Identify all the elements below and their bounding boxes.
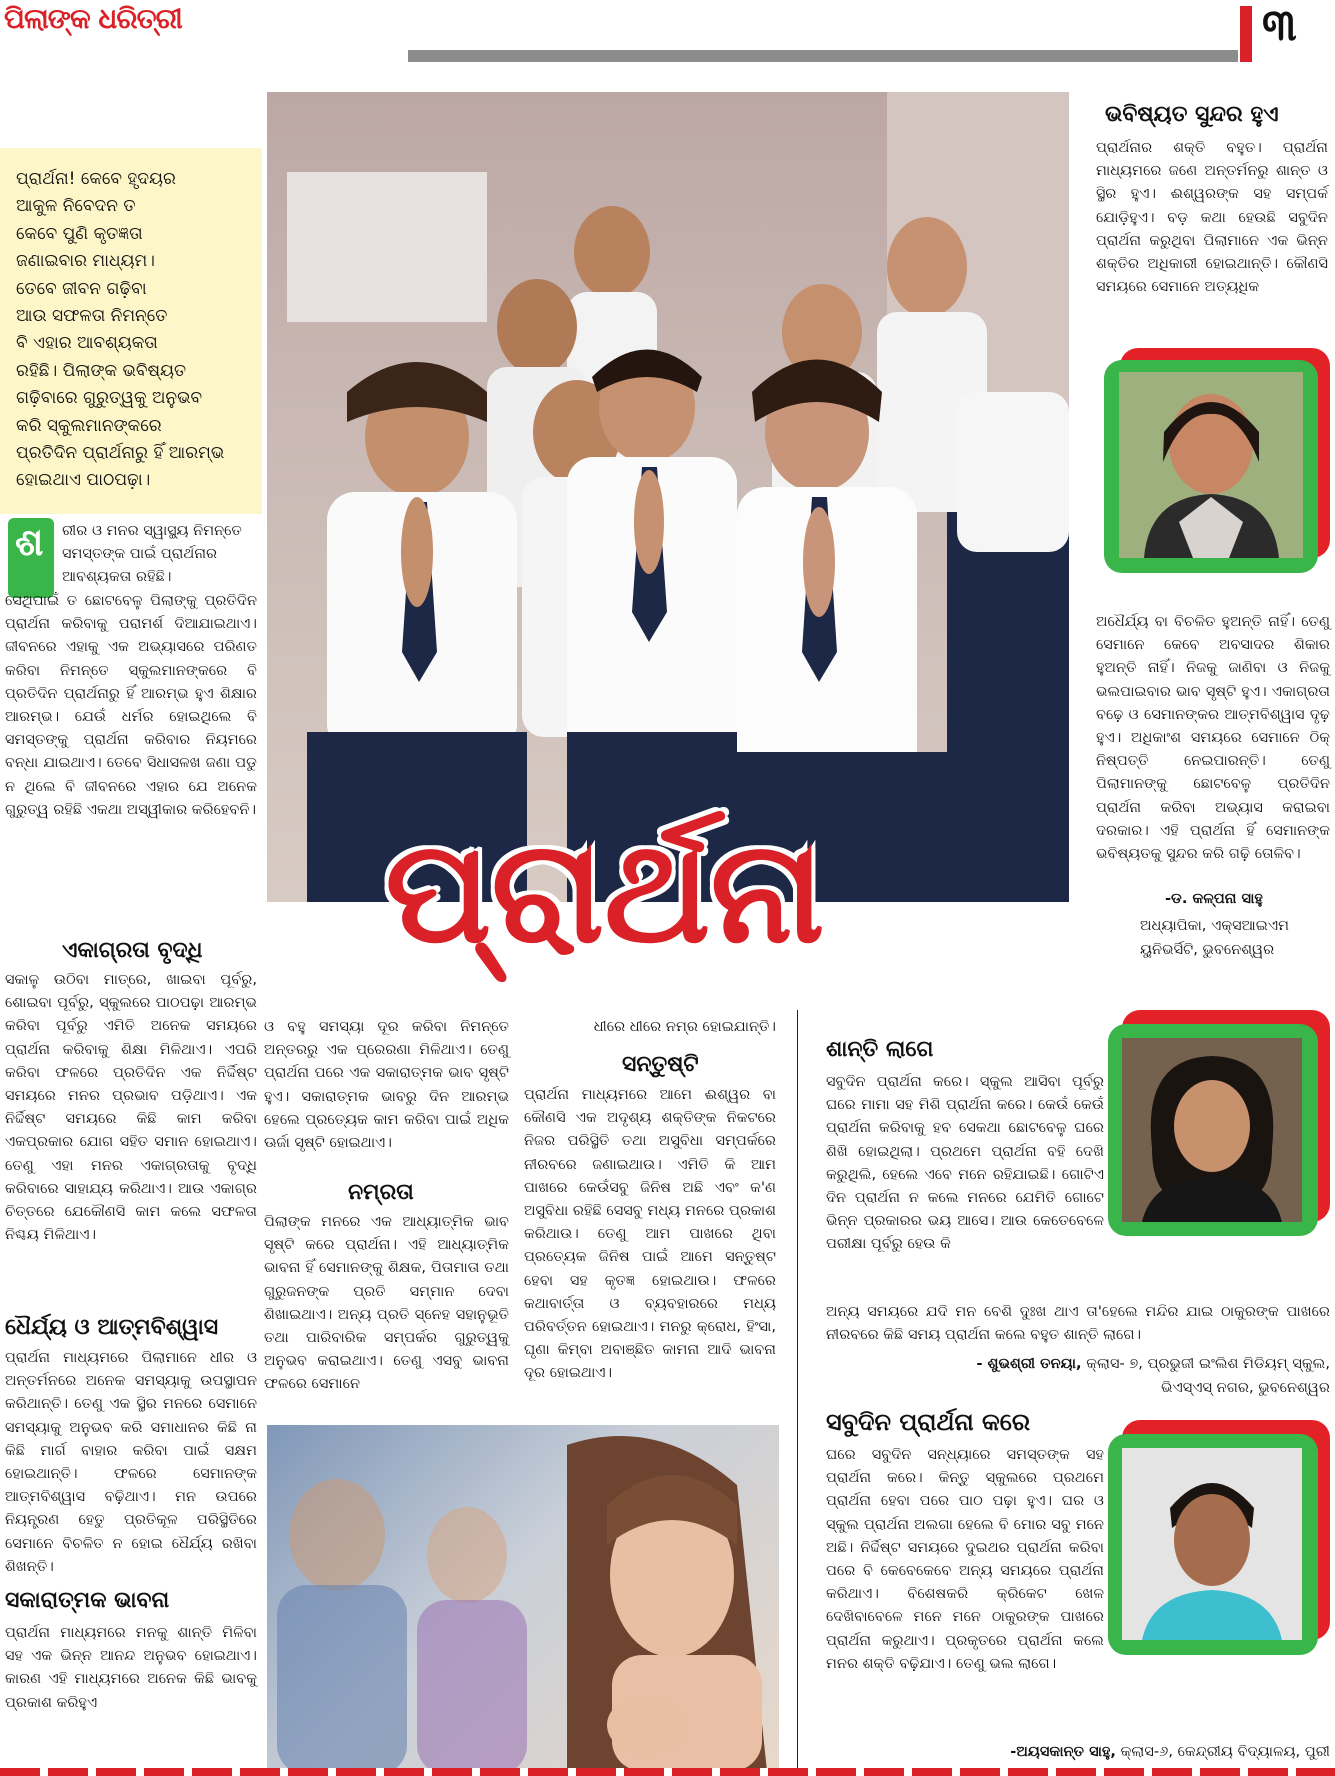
section-text-contentment: ପ୍ରାର୍ଥନା ମାଧ୍ୟମରେ ଆମେ ଈଶ୍ୱର ବା କୌଣସି ଏକ ଅଦୃଶ୍ୟ ଶକ୍ତିଙ୍କ ନିକଟରେ ନିଜର ପରିସ୍ଥିତି ତଥା ଅସୁବିଧା ସମ୍ପର୍କରେ ନୀରବରେ ଜଣାଇଥାଉ। ଏମିତି କି ଆମ ପାଖରେ କେଉଁସବୁ ଜିନିଷ ଅଛି ଏବଂ କ'ଣ ଅସୁବିଧା ରହିଛି ସେସବୁ ମଧ୍ୟ ମନରେ ପ୍ରକାଶ କରିଥାଉ। ତେଣୁ ଆମ ପାଖରେ ଥିବା ପ୍ରତ୍ୟେକ ଜିନିଷ ପାଇଁ ଆମେ ସନ୍ତୁଷ୍ଟ ହେବା ସହ କୃତଜ୍ଞ ହୋଇଥାଉ। ଫଳରେ କଥାବାର୍ତ୍ତା ଓ ବ୍ୟବହାରରେ ମଧ୍ୟ ପରିବର୍ତ୍ତନ ହୋଇଥାଏ। ମନରୁ କ୍ରୋଧ, ହିଂସା, ଘୃଣା କିମ୍ବା ଅବାଞ୍ଛିତ କାମନା ଆଦି ଭାବନା ଦୂର ହୋଇଥାଏ। (524, 1086, 776, 1382)
section-text-concentration: ସକାଳୁ ଉଠିବା ମାତ୍ରେ, ଖାଇବା ପୂର୍ବରୁ, ଶୋଇବା ପୂର୍ବରୁ, ସ୍କୁଲରେ ପାଠପଢ଼ା ଆରମ୍ଭ କରିବା ପୂର୍ବରୁ ଏମିତି ଅନେକ ସମୟରେ ପ୍ରାର୍ଥନା କରିବାକୁ ଶିକ୍ଷା ମିଳିଥାଏ। ଏପରି କରିବା ଫଳରେ ପ୍ରତିଦିନ ଏକ ନିର୍ଦ୍ଦିଷ୍ଟ ସମୟରେ ମନର ପ୍ରଭାବ ପଡ଼ିଥାଏ। ଏକ ନିର୍ଦ୍ଦିଷ୍ଟ ସମୟରେ କିଛି କାମ କରିବା ଏକପ୍ରକାର ଯୋଗ ସହିତ ସମାନ ହୋଇଥାଏ। ତେଣୁ ଏହା ମନର ଏକାଗ୍ରତାକୁ ବୃଦ୍ଧି କରିବାରେ ସାହାଯ୍ୟ କରିଥାଏ। ଆଉ ଏକାଗ୍ର ଚିତ୍ତରେ ଯେକୌଣସି କାମ କଲେ ସଫଳତା ନିଶ୍ଚୟ ମିଳିଥାଏ। (5, 971, 257, 1244)
sidebar1-institution: ୟୁନିଭର୍ସିଟି, ଭୁବନେଶ୍ୱର (1140, 941, 1275, 958)
sidebar1-heading: ଭବିଷ୍ୟତ ସୁନ୍ଦର ହୁଏ (1105, 102, 1279, 127)
sidebar1-text-top: ପ୍ରାର୍ଥନାର ଶକ୍ତି ବହୁତ। ପ୍ରାର୍ଥନା ମାଧ୍ୟମରେ ଜଣେ ଅନ୍ତର୍ମନରୁ ଶାନ୍ତ ଓ ସ୍ଥିର ହୁଏ। ଈଶ୍ୱରଙ୍କ ସହ ସମ୍ପର୍କ ଯୋଡ଼ିହୁଏ। ବଡ଼ କଥା ହେଉଛି ସବୁଦିନ ପ୍ରାର୍ଥନା କରୁଥିବା ପିଲାମାନେ ଏକ ଭିନ୍ନ ଶକ୍ତିର ଅଧିକାରୀ ହୋଇଥାନ୍ତି। କୌଣସି ସମୟରେ ସେମାନେ ଅତ୍ୟଧିକ (1096, 139, 1328, 296)
header-bar (0, 0, 1335, 78)
mid-col-text: ଓ ବହୁ ସମସ୍ୟା ଦୂର କରିବା ନିମନ୍ତେ ଅନ୍ତରରୁ ଏକ ପ୍ରେରଣା ମିଳିଥାଏ। ତେଣୁ ପ୍ରାର୍ଥନା ପରେ ଏକ ସକାରାତ୍ମକ ଭାବ ସୃଷ୍ଟି ହୁଏ। ସକାରାତ୍ମକ ଭାବରୁ ଦିନ ଆରମ୍ଭ ହେଲେ ପ୍ରତ୍ୟେକ କାମ କରିବା ପାଇଁ ଅଧିକ ଊର୍ଜା ସୃଷ୍ଟି ହୋଇଥାଏ। (264, 1018, 509, 1152)
sidebar2-author: - ଶୁଭଶ୍ରୀ ତନୟା, (976, 1355, 1082, 1372)
col3-top-line: ଧୀରେ ଧୀରେ ନମ୍ର ହୋଇଯାନ୍ତି। (593, 1018, 776, 1035)
intro-text: ପ୍ରାର୍ଥନା! କେବେ ହୃଦୟର ଆକୁଳ ନିବେଦନ ତ କେବେ ପୁଣି କୃତଜ୍ଞତା ଜଣାଇବାର ମାଧ୍ୟମ। ତେବେ ଜୀବନ ଗଢ଼ିବା ଆଉ ସଫଳତା ନିମନ୍ତେ ବି ଏହାର ଆବଶ୍ୟକତା ରହିଛି। ପିଲାଙ୍କ ଭବିଷ୍ୟତ ଗଢ଼ିବାରେ ଗୁରୁତ୍ୱକୁ ଅନୁଭବ କରି ସ୍କୁଲମାନଙ୍କରେ ପ୍ରତିଦିନ ପ୍ରାର୍ଥନାରୁ ହିଁ ଆରମ୍ଭ ହୋଇଥାଏ ପାଠପଢ଼ା। (16, 169, 225, 491)
section-heading-contentment: ସନ୍ତୁଷ୍ଟି (622, 1052, 699, 1077)
portrait-frame-student-girl (1108, 1010, 1330, 1236)
sidebar3-credit-line (905, 1740, 1330, 1763)
header-gray-rule (408, 50, 1238, 62)
section-text-humility: ପିଲାଙ୍କ ମନରେ ଏକ ଆଧ୍ୟାତ୍ମିକ ଭାବ ସୃଷ୍ଟି କରେ ପ୍ରାର୍ଥନା। ଏହି ଆଧ୍ୟାତ୍ମିକ ଭାବନା ହିଁ ସେମାନଙ୍କୁ ଶିକ୍ଷକ, ପିତାମାତା ତଥା ଗୁରୁଜନଙ୍କ ପ୍ରତି ସମ୍ମାନ ଦେବା ଶିଖାଇଥାଏ। ଅନ୍ୟ ପ୍ରତି ସ୍ନେହ ସହାନୁଭୂତି ତଥା ପାରିବାରିକ ସମ୍ପର୍କର ଗୁରୁତ୍ୱକୁ ଅନୁଭବ କରାଇଥାଏ। ତେଣୁ ଏସବୁ ଭାବନା ଫଳରେ ସେମାନେ (264, 1213, 509, 1393)
drop-cap: ଶ (15, 520, 44, 564)
article-para1-rest: ସେଥିପାଇଁ ତ ଛୋଟବେଳୁ ପିଲାଙ୍କୁ ପ୍ରତିଦିନ ପ୍ରାର୍ଥନା କରିବାକୁ ପରାମର୍ଶ ଦିଆଯାଇଥାଏ। ଜୀବନରେ ଏହାକୁ ଏକ ଅଭ୍ୟାସରେ ପରିଣତ କରିବା ନିମନ୍ତେ ସ୍କୁଲମାନଙ୍କରେ ବି ପ୍ରତିଦିନ ପ୍ରାର୍ଥନାରୁ ହିଁ ଆରମ୍ଭ ହୁଏ ଶିକ୍ଷାର ଆରମ୍ଭ। ଯେଉଁ ଧର୍ମର ହୋଇଥିଲେ ବି ସମସ୍ତଙ୍କୁ ପ୍ରାର୍ଥନା କରିବାର ନିୟମରେ ବନ୍ଧା ଯାଇଥାଏ। ତେବେ ସିଧାସଳଖ ଜଣା ପଡୁ ନ ଥିଲେ ବି ଜୀବନରେ ଏହାର ଯେ ଅନେକ ଗୁରୁତ୍ୱ ରହିଛି ଏକଥା ଅସ୍ୱୀକାର କରିହେବନି। (5, 592, 257, 818)
sidebar3-text: ଘରେ ସବୁଦିନ ସନ୍ଧ୍ୟାରେ ସମସ୍ତଙ୍କ ସହ ପ୍ରାର୍ଥନା କରେ। କିନ୍ତୁ ସ୍କୁଲରେ ପ୍ରଥମେ ପ୍ରାର୍ଥନା ହେବା ପରେ ପାଠ ପଢ଼ା ହୁଏ। ଘର ଓ ସ୍କୁଲ ପ୍ରାର୍ଥନା ଅଲଗା ହେଲେ ବି ମୋର ସବୁ ମନେ ଅଛି। ନିର୍ଦ୍ଦିଷ୍ଟ ସମୟରେ ଦୁଇଥର ପ୍ରାର୍ଥନା କରିବା ପରେ ବି କେବେକେବେ ଅନ୍ୟ ସମୟରେ ପ୍ରାର୍ଥନା କରିଥାଏ। ବିଶେଷକରି କ୍ରିକେଟ ଖେଳ ଦେଖିବାବେଳେ ମନେ ମନେ ଠାକୁରଙ୍କ ପାଖରେ ପ୍ରାର୍ଥନା କରୁଥାଏ। ପ୍ରକୃତରେ ପ୍ରାର୍ଥନା କଲେ ମନର ଶକ୍ତି ବଢ଼ିଯାଏ। ତେଣୁ ଭଲ ଲାଗେ। (826, 1446, 1104, 1672)
sidebar1-designation: ଅଧ୍ୟାପିକା, ଏକ୍ସଆଇଏମ (1140, 917, 1290, 934)
sidebar2-credit2: ଭିଏସ୍‌ଏସ୍ ନଗର, ଭୁବନେଶ୍ୱର (1160, 1379, 1330, 1396)
section-heading-humility: ନମ୍ରତା (348, 1180, 414, 1205)
page-number: ୩ (1262, 0, 1297, 51)
student-girl-portrait (1122, 1038, 1302, 1222)
section-logo (0, 0, 196, 40)
person-icon (1119, 372, 1303, 558)
sidebar1-text-bottom: ଅଧୈର୍ଯ୍ୟ ବା ବିଚଳିତ ହୁଅନ୍ତି ନାହିଁ। ତେଣୁ ସେମାନେ କେବେ ଅବସାଦର ଶିକାର ହୁଅନ୍ତି ନାହିଁ। ନିଜକୁ ଜାଣିବା ଓ ନିଜକୁ ଭଲପାଇବାର ଭାବ ସୃଷ୍ଟି ହୁଏ। ଏକାଗ୍ରତା ବଢ଼େ ଓ ସେମାନଙ୍କର ଆତ୍ମବିଶ୍ୱାସ ଦୃଢ଼ ହୁଏ। ଅଧିକାଂଶ ସମୟରେ ସେମାନେ ଠିକ୍ ନିଷ୍ପତ୍ତି ନେଇପାରନ୍ତି। ତେଣୁ ପିଲାମାନଙ୍କୁ ଛୋଟବେଳୁ ପ୍ରତିଦିନ ପ୍ରାର୍ଥନା କରିବା ଅଭ୍ୟାସ କରାଇବା ଦରକାର। ଏହି ପ୍ରାର୍ଥନା ହିଁ ସେମାନଙ୍କ ଭବିଷ୍ୟତକୁ ସୁନ୍ଦର କରି ଗଢ଼ି ତୋଳିବ। (1096, 613, 1330, 863)
sidebar3-author: -ଅୟସକାନ୍ତ ସାହୁ, (1010, 1743, 1116, 1760)
sidebar1-author: -ଡ. କଳ୍ପନା ସାହୁ (1165, 890, 1263, 907)
section-heading-positive: ସକାରାତ୍ମକ ଭାବନା (5, 1588, 170, 1613)
window (287, 172, 487, 322)
section-name: ପିଲାଙ୍କ ଧରିତ୍ରୀ (4, 2, 182, 35)
person-icon (1122, 1448, 1302, 1640)
sidebar2-text-full: ଅନ୍ୟ ସମୟରେ ଯଦି ମନ ବେଶି ଦୁଃଖ ଥାଏ ତା'ହେଲେ ମନ୍ଦିର ଯାଇ ଠାକୁରଙ୍କ ପାଖରେ ନୀରବରେ କିଛି ସମୟ ପ୍ରାର୍ଥନା କଲେ ବହୁତ ଶାନ୍ତି ଲାଗେ। (826, 1303, 1330, 1344)
person-icon (1122, 1038, 1302, 1222)
children-praying-illustration (267, 92, 1069, 902)
section-text-patience: ପ୍ରାର୍ଥନା ମାଧ୍ୟମରେ ପିଲାମାନେ ଧୀର ଓ ଅନ୍ତର୍ମନରେ ଅନେକ ସମସ୍ୟାକୁ ଉପସ୍ଥାପନ କରିଥାନ୍ତି। ତେଣୁ ଏକ ସ୍ଥିର ମନରେ ସେମାନେ ସମସ୍ୟାକୁ ଅନୁଭବ କରି ସମାଧାନର କିଛି ନା କିଛି ମାର୍ଗ ବାହାର କରିବା ପାଇଁ ସକ୍ଷମ ହୋଇଥାନ୍ତି। ଫଳରେ ସେମାନଙ୍କ ଆତ୍ମବିଶ୍ୱାସ ବଢ଼ିଥାଏ। ମନ ଉପରେ ନିୟନ୍ତ୍ରଣ ହେତୁ ପ୍ରତିକୂଳ ପରିସ୍ଥିତିରେ ସେମାନେ ବିଚଳିତ ନ ହୋଇ ଧୈର୍ଯ୍ୟ ରଖିବା ଶିଖନ୍ତି। (5, 1349, 257, 1575)
sidebar2-credit: କ୍ଲାସ- ୭, ପ୍ରଭୁଜୀ ଇଂଲିଶ ମିଡିୟମ୍ ସ୍କୁଲ, (1081, 1355, 1330, 1372)
footer-rule (0, 1768, 1335, 1776)
student-boy-portrait (1122, 1448, 1302, 1640)
portrait-frame-teacher (1104, 348, 1330, 573)
sidebar2-heading: ଶାନ୍ତି ଲାଗେ (826, 1037, 934, 1062)
hero-photo (267, 92, 1069, 902)
sidebar3-heading: ସବୁଦିନ ପ୍ରାର୍ଥନା କରେ (826, 1408, 1031, 1436)
sidebar2-credit-line (905, 1352, 1330, 1375)
article-para1-first: ରୀର ଓ ମନର ସ୍ୱାସ୍ଥ୍ୟ ନିମନ୍ତେ ସମସ୍ତଙ୍କ ପାଇଁ ପ୍ରାର୍ଥନାର ଆବଶ୍ୟକତା ରହିଛି। (62, 522, 242, 586)
column-divider (797, 1010, 798, 1770)
intro-box (0, 148, 262, 514)
teacher-portrait (1119, 372, 1303, 558)
section-heading-patience: ଧୈର୍ଯ୍ୟ ଓ ଆତ୍ମବିଶ୍ୱାସ (5, 1315, 219, 1340)
child-right-edge (947, 392, 1069, 902)
praying-kids-illustration (267, 1425, 779, 1771)
praying-kids-photo (267, 1425, 779, 1771)
header-red-rule (1240, 6, 1252, 62)
sidebar2-text: ସବୁଦିନ ପ୍ରାର୍ଥନା କରେ। ସ୍କୁଲ ଆସିବା ପୂର୍ବରୁ ଘରେ ମାମା ସହ ମିଶି ପ୍ରାର୍ଥନା କରେ। କେଉଁ କେଉଁ ପ୍ରାର୍ଥନା କରିବାକୁ ହବ ସେକଥା ଛୋଟବେଳୁ ଘରେ ଶିଖି ହୋଇଥିଲା। ପ୍ରଥମେ ପ୍ରାର୍ଥନା ବହି ଦେଖି କରୁଥିଲି, ହେଲେ ଏବେ ମନେ ରହିଯାଇଛି। ଗୋଟିଏ ଦିନ ପ୍ରାର୍ଥନା ନ କଲେ ମନରେ ଯେମିତି ଗୋଟେ ଭିନ୍ନ ପ୍ରକାରର ଭୟ ଆସେ। ଆଉ କେତେବେଳେ ପରୀକ୍ଷା ପୂର୍ବରୁ ହେଉ କି (826, 1073, 1104, 1253)
section-heading-concentration: ଏକାଗ୍ରତା ବୃଦ୍ଧି (62, 938, 203, 963)
sidebar3-credit: କ୍ଲାସ-୬, କେନ୍ଦ୍ରୀୟ ବିଦ୍ୟାଳୟ, ପୁରୀ (1115, 1743, 1330, 1760)
drop-cap-box (8, 518, 54, 598)
main-title: ପ୍ରାର୍ଥନା (385, 810, 825, 975)
portrait-frame-student-boy (1108, 1420, 1330, 1655)
section-text-positive: ପ୍ରାର୍ଥନା ମାଧ୍ୟମରେ ମନକୁ ଶାନ୍ତି ମିଳିବା ସହ ଏକ ଭିନ୍ନ ଆନନ୍ଦ ଅନୁଭବ ହୋଇଥାଏ। କାରଣ ଏହି ମାଧ୍ୟମରେ ଅନେକ କିଛି ଭାବକୁ ପ୍ରକାଶ କରିହୁଏ (5, 1624, 257, 1711)
